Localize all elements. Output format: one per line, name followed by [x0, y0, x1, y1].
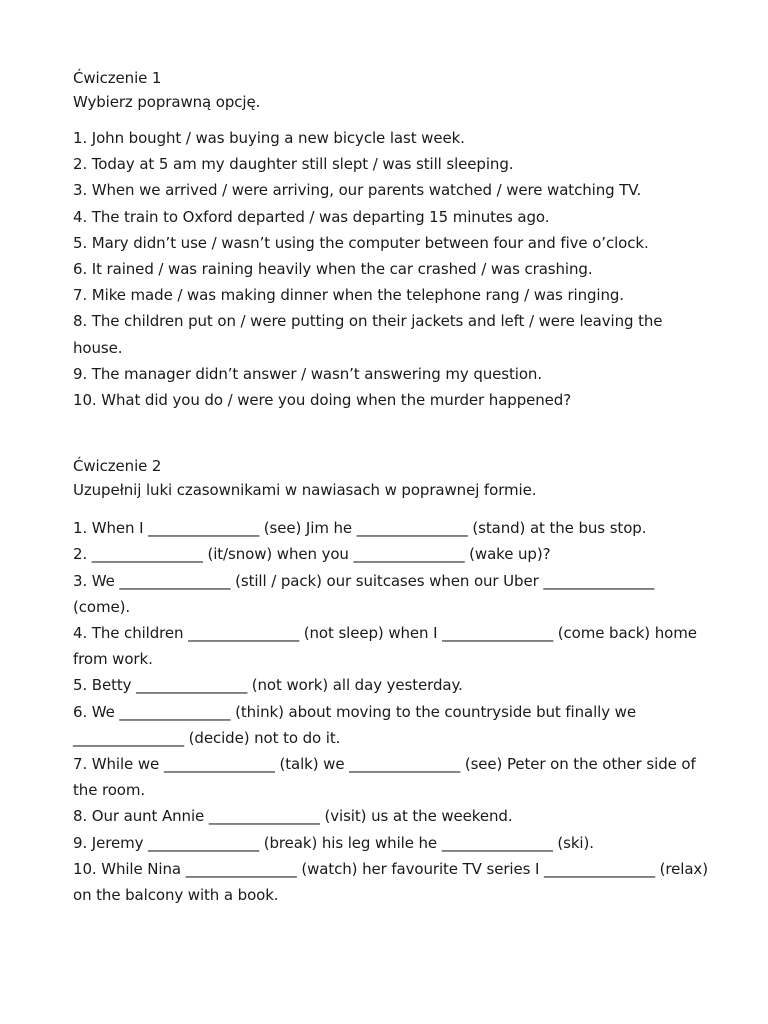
exercise-1-item: 8. The children put on / were putting on their jackets and left / were leaving the house. — [73, 312, 663, 357]
worksheet-page — [73, 66, 713, 908]
exercise-1-instruction: Wybierz poprawną opcję. — [73, 93, 261, 111]
exercise-2-list — [73, 515, 713, 908]
exercise-2-section — [73, 454, 713, 908]
exercise-2-item: 7. While we _______________ (talk) we _______________ (see) Peter on the other side of the room. — [73, 755, 696, 800]
exercise-2-item: 8. Our aunt Annie _______________ (visit) us at the weekend. — [73, 807, 513, 826]
exercise-1-title: Ćwiczenie 1 — [73, 69, 162, 87]
exercise-2-item: 4. The children _______________ (not sleep) when I _______________ (come back) home from work. — [73, 624, 697, 669]
exercise-2-item: 6. We _______________ (think) about moving to the countryside but finally we _______________ (decide) not to do it. — [73, 702, 636, 747]
exercise-1-item: 9. The manager didn’t answer / wasn’t answering my question. — [73, 364, 543, 383]
exercise-1-item: 6. It rained / was raining heavily when the car crashed / was crashing. — [73, 260, 593, 279]
exercise-2-item: 2. _______________ (it/snow) when you _______________ (wake up)? — [73, 545, 551, 564]
exercise-2-item: 1. When I _______________ (see) Jim he _______________ (stand) at the bus stop. — [73, 519, 647, 538]
exercise-1-item: 4. The train to Oxford departed / was departing 15 minutes ago. — [73, 207, 550, 226]
exercise-1-list — [73, 125, 713, 413]
exercise-1-item: 1. John bought / was buying a new bicycle last week. — [73, 129, 465, 147]
exercise-1-item: 5. Mary didn’t use / wasn’t using the computer between four and five o’clock. — [73, 233, 649, 252]
exercise-1-item: 3. When we arrived / were arriving, our parents watched / were watching TV. — [73, 181, 642, 200]
exercise-1-item: 2. Today at 5 am my daughter still slept / was still sleeping. — [73, 155, 514, 174]
exercise-2-item: 5. Betty _______________ (not work) all day yesterday. — [73, 676, 463, 695]
exercise-1-item: 10. What did you do / were you doing when the murder happened? — [73, 391, 572, 410]
exercise-2-title: Ćwiczenie 2 — [73, 457, 162, 476]
exercise-2-item: 3. We _______________ (still / pack) our suitcases when our Uber _______________ (come). — [73, 571, 655, 616]
exercise-2-item: 9. Jeremy _______________ (break) his leg while he _______________ (ski). — [73, 833, 594, 852]
exercise-2-instruction: Uzupełnij luki czasownikami w nawiasach w poprawnej formie. — [73, 481, 537, 500]
exercise-2-item: 10. While Nina _______________ (watch) her favourite TV series I _______________ (relax) on the balcony with a book. — [73, 859, 708, 905]
exercise-1-section — [73, 66, 713, 413]
exercise-1-item: 7. Mike made / was making dinner when the telephone rang / was ringing. — [73, 286, 624, 305]
